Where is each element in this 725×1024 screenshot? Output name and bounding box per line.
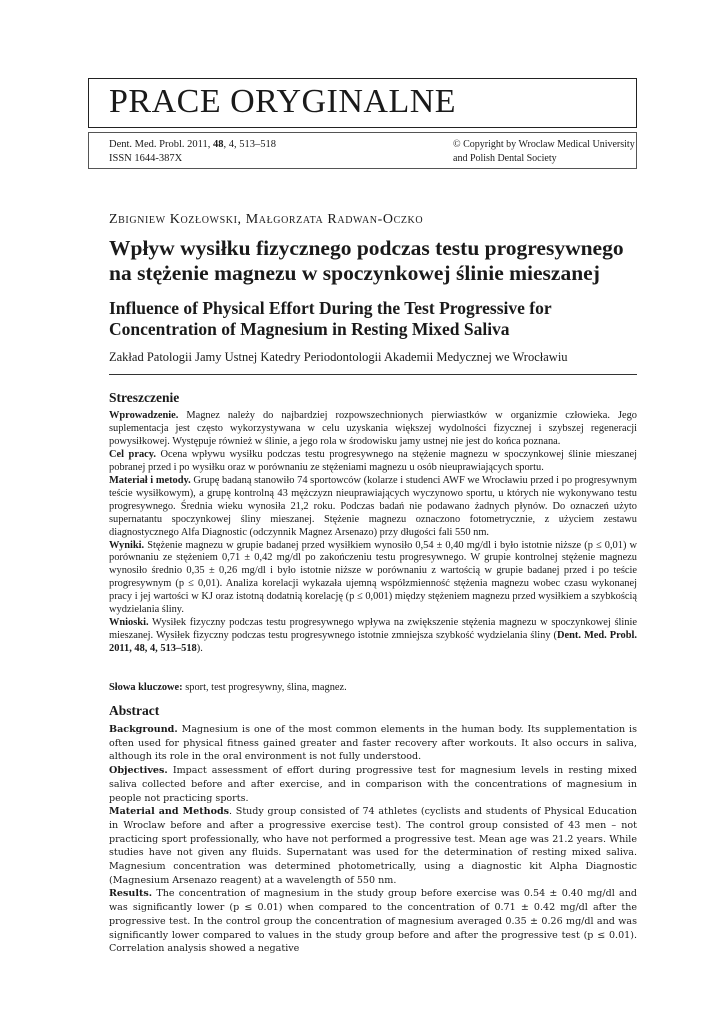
text-results: The concentration of magnesium in the study group before exercise was 0.54 ± 0.40 mg/dl and was significantly lower (p ≤ 0.01) when compared to the concentration of 0.71 ± 0.42 mg/dl after the progressive test. In the control group the concentration of magnesium averaged 0.35 ± 0.26 mg/dl and was significantly lower compared to values in the study group before and after the progressive test (p ≤ 0.01). Correlation analysis showed a negative — [109, 888, 637, 955]
paragraph-wyniki — [109, 540, 637, 618]
title-english-line-1: Influence of Physical Effort During the Test Progressive for — [109, 298, 552, 318]
text-cel: Ocena wpływu wysiłku podczas testu progresywnego na stężenie magnezu w spoczynkowej ślinie mieszanej pobranej przed i po wysiłku oraz w porównaniu ze stężeniami magnezu u osób nieuprawiających sportu. — [109, 448, 637, 473]
text-material: Grupę badaną stanowiło 74 sportowców (kolarze i studenci AWF we Wrocławiu przed i po progresywnym teście wysiłkowym), a grupę kontrolną 43 mężczyzn nieuprawiających wyczynowo sportu, u których nie wykonywano testu progresywnego. Średnia wieku wynosiła 21,2 roku. Podczas badań nie podawano żadnych płynów. Do oznaczeń użyto supernatantu spoczynkowej śliny mieszanej. Stężenie magnezu oznaczono fotometrycznie, z użyciem zestawu diagnostycznego Alfa Diagnostic (odczynnik Magnez Arsenazo) przy długości fali 550 nm. — [109, 474, 637, 538]
paragraph-background — [109, 723, 637, 764]
title-polish-line-1: Wpływ wysiłku fizycznego podczas testu progresywnego — [109, 236, 624, 260]
text-wnioski-end: ). — [196, 643, 203, 655]
label-wprowadzenie: Wprowadzenie. — [109, 410, 179, 421]
title-polish-line-2: na stężenie magnezu w spoczynkowej ślinie mieszanej — [109, 261, 600, 285]
text-methods: . Study group consisted of 74 athletes (cyclists and students of Physical Education in Wroclaw before and after a progressive exercise test). The control group consisted of 43 men – not practicing sport professionally, who have not performed a progressive test. Mean age was 21.2 years. While studies have not given any fluids. Supernatant was used for the determination of resting mixed saliva. Magnesium concentration was determined photometrically, using a diagnostic kit Alpha Diagnostic (Magnesium Arsenazo reagent) at a wavelength of 550 nm. — [109, 806, 637, 886]
title-english — [109, 298, 649, 340]
text-wyniki: Stężenie magnezu w grupie badanej przed wysiłkiem wynosiło 0,54 ± 0,40 mg/dl i było istotnie niższe (p ≤ 0,01) w porównaniu ze stężeniem 0,71 ± 0,42 mg/dl po zakończeniu testu progresywnego. W grupie kontrolnej stężenie magnezu wynosiło średnio 0,35 ± 0,26 mg/dl i było istotnie niższe w porównaniu z wartością w grupie badanej przed i po teście progresywnym (p ≤ 0,01). Analiza korelacji wykazała ujemną współzmienność stężenia magnezu wobec czasu wykonanej pracy i jej wartości w KJ oraz istotną dodatnią korelację (p ≤ 0,001) między stężeniem magnezu przed wysiłkiem a szybkością wydzielania śliny. — [109, 539, 637, 616]
journal-meta-box — [88, 132, 637, 169]
label-material: Materiał i metody. — [109, 474, 191, 486]
paragraph-cel — [109, 449, 637, 475]
paragraph-methods — [109, 805, 637, 887]
text-objectives: Impact assessment of effort during progressive test for magnesium levels in resting mixed saliva collected before and after exercise, and in comparison with the concentrations of magnesium in people not practicing sports. — [109, 765, 637, 804]
paragraph-objectives — [109, 764, 637, 805]
label-cel: Cel pracy. — [109, 448, 156, 460]
abstract-heading: Abstract — [109, 703, 160, 718]
text-wprowadzenie: Magnez należy do najbardziej rozpowszechnionych pierwiastków w organizmie człowieka. Jego suplementacja jest często wykorzystywana w celu uzyskania większej wydolności fizycznej i szybszej regeneracji powysiłkowej. Występuje również w ślinie, a jego rola w środowisku jamy ustnej nie jest do końca poznana. — [109, 410, 637, 447]
copyright-line-1: © Copyright by Wroclaw Medical University — [453, 139, 635, 150]
label-wyniki: Wyniki. — [109, 539, 145, 551]
text-wnioski: Wysiłek fizyczny podczas testu progresywnego wpływa na zwiększenie stężenia magnezu w spoczynkowej ślinie mieszanej. Wysiłek fizyczny podczas testu progresywnego istotnie zmniejsza szybkość wydzielania śliny ( — [109, 617, 637, 642]
title-polish — [109, 236, 649, 286]
streszczenie-body — [109, 410, 637, 656]
citation-prefix: Dent. Med. Probl. 2011, — [109, 139, 214, 150]
abstract-body — [109, 723, 637, 956]
keywords-text: sport, test progresywny, ślina, magnez. — [182, 682, 347, 693]
label-methods: Material and Methods — [109, 806, 229, 818]
copyright-line-2: and Polish Dental Society — [453, 153, 557, 164]
authors: Zbigniew Kozłowski, Małgorzata Radwan-Oczko — [109, 212, 424, 227]
paragraph-wnioski — [109, 617, 637, 656]
issn: ISSN 1644-387X — [109, 153, 183, 164]
keywords-label: Słowa kluczowe: — [109, 682, 183, 693]
citation-volume: 48 — [213, 139, 224, 150]
paragraph-results — [109, 887, 637, 956]
citation-suffix: , 4, 513–518 — [223, 139, 277, 150]
keywords — [109, 682, 347, 693]
label-objectives: Objectives. — [109, 765, 168, 777]
divider — [109, 374, 637, 375]
affiliation: Zakład Patologii Jamy Ustnej Katedry Periodontologii Akademii Medycznej we Wrocławiu — [109, 350, 568, 364]
label-results: Results. — [109, 888, 153, 900]
citation-wnioski: Dent. Med. Probl. 2011, 48, 4, 513–518 — [109, 630, 637, 655]
section-header-box — [88, 78, 637, 128]
paragraph-material — [109, 475, 637, 540]
text-background: Magnesium is one of the most common elements in the human body. Its supplementation is often used for physical fitness gained greater and faster recovery after workouts. It also occurs in saliva, although its role in the oral environment is not fully understood. — [109, 724, 637, 763]
citation-info — [109, 138, 276, 166]
streszczenie-heading: Streszczenie — [109, 390, 180, 405]
copyright-info — [453, 138, 635, 166]
paragraph-wprowadzenie — [109, 410, 637, 449]
label-wnioski: Wnioski. — [109, 617, 149, 629]
title-english-line-2: Concentration of Magnesium in Resting Mixed Saliva — [109, 319, 510, 339]
label-background: Background. — [109, 724, 178, 735]
section-title: PRACE ORYGINALNE — [109, 83, 457, 120]
